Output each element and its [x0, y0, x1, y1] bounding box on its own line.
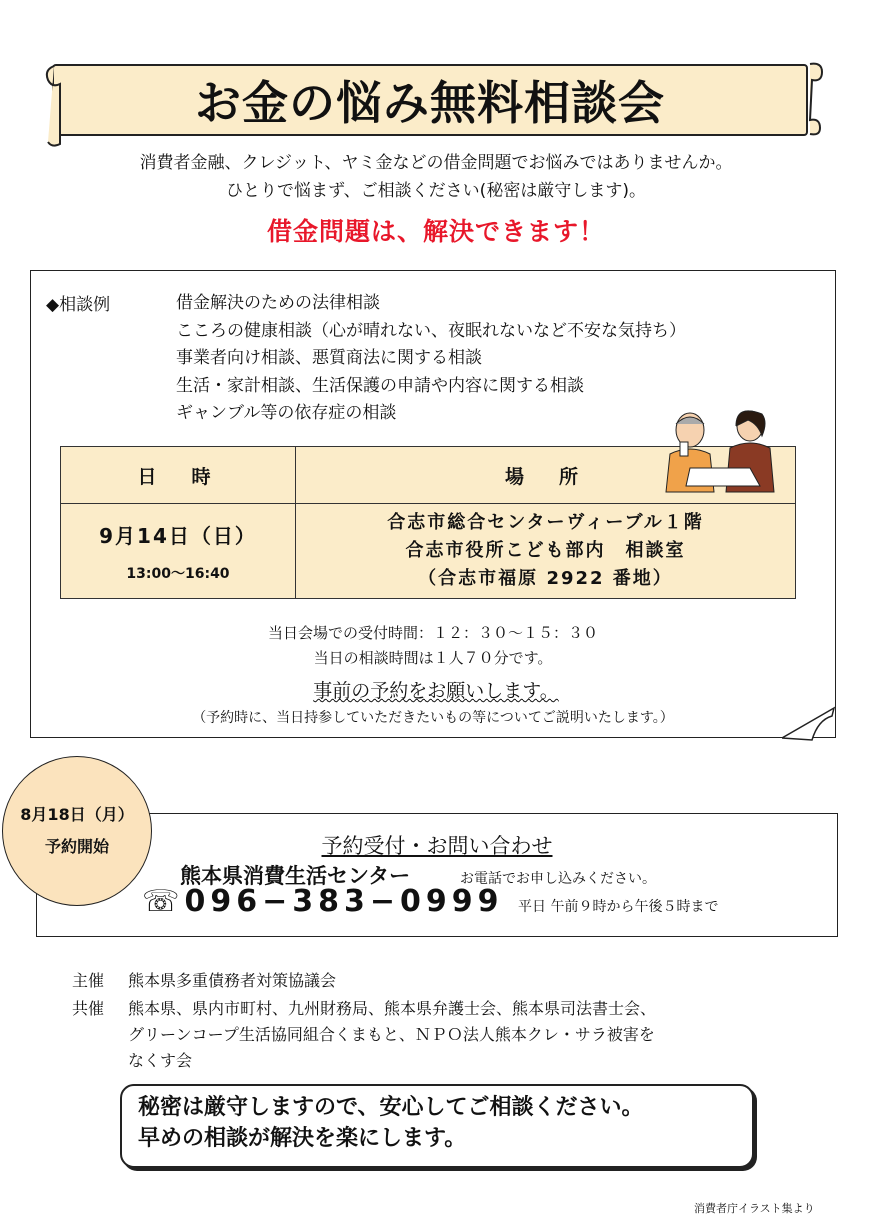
illustration-credit: 消費者庁イラスト集より — [694, 1202, 815, 1215]
host-label: 主催 — [72, 971, 105, 990]
venue-line: 合志市総合センターヴィーブル１階 — [387, 512, 704, 533]
venue-cell — [296, 504, 796, 599]
host-name: 熊本県多重債務者対策協議会 — [128, 971, 337, 990]
examples-label: ◆相談例 — [46, 295, 111, 315]
phone-number[interactable]: ☏096−383−0999 — [142, 884, 504, 919]
reception-time: 当日会場での受付時間：１２：３０〜１５：３０ — [267, 624, 598, 642]
reservation-note: （予約時に、当日持参していただきたいもの等についてご説明いたします。） — [192, 710, 674, 726]
venue-line: （合志市福原 2922 番地） — [418, 568, 673, 589]
business-hours: 平日 午前９時から午後５時まで — [518, 899, 719, 915]
intro-line-1: 消費者金融、クレジット、ヤミ金などの借金問題でお悩みではありませんか。 — [139, 153, 733, 173]
start-date: 8月18日（月） — [20, 805, 134, 824]
headline: 借金問題は、解決できます！ — [266, 217, 605, 246]
example-item: 事業者向け相談、悪質商法に関する相談 — [176, 348, 482, 368]
bottom-line: 早めの相談が解決を楽にします。 — [138, 1126, 467, 1151]
reservation-request: 事前の予約をお願いします。 — [313, 680, 559, 702]
event-time: 13:00〜16:40 — [126, 565, 230, 582]
cohost-line: グリーンコープ生活協同組合くまもと、ＮＰＯ法人熊本クレ・サラ被害を — [128, 1025, 655, 1044]
examples-list — [176, 290, 686, 428]
cohost-line: なくす会 — [128, 1051, 193, 1070]
bottom-line: 秘密は厳守しますので、安心してご相談ください。 — [138, 1095, 644, 1120]
page-title: お金の悩み無料相談会 — [195, 76, 665, 130]
cohost-line: 熊本県、県内市町村、九州財務局、熊本県弁護士会、熊本県司法書士会、 — [128, 999, 657, 1018]
example-item: ギャンブル等の依存症の相談 — [176, 403, 397, 423]
place-header: 場 所 — [296, 447, 796, 504]
example-item: 生活・家計相談、生活保護の申請や内容に関する相談 — [176, 375, 584, 396]
date-cell — [61, 504, 296, 599]
cohost-list — [128, 996, 656, 1074]
bottom-message — [138, 1092, 644, 1154]
consultation-illustration — [660, 402, 778, 494]
example-item: こころの健康相談（心が晴れない、夜眠れないなど不安な気持ち） — [176, 320, 686, 341]
call-note: お電話でお申し込みください。 — [460, 871, 656, 887]
cohost-label: 共催 — [72, 999, 105, 1018]
consult-duration: 当日の相談時間は１人７０分です。 — [313, 649, 553, 667]
start-label: 予約開始 — [44, 837, 109, 856]
event-date: 9月14日（日） — [99, 523, 257, 548]
example-item: 借金解決のための法律相談 — [176, 293, 380, 313]
intro-line-2: ひとりで悩まず、ご相談ください(秘密は厳守します)。 — [226, 181, 646, 201]
center-name: 熊本県消費生活センター — [180, 864, 411, 888]
venue-line: 合志市役所こども部内 相談室 — [405, 540, 686, 561]
contact-title: 予約受付・お問い合わせ — [321, 834, 553, 858]
date-header: 日 時 — [61, 447, 296, 504]
